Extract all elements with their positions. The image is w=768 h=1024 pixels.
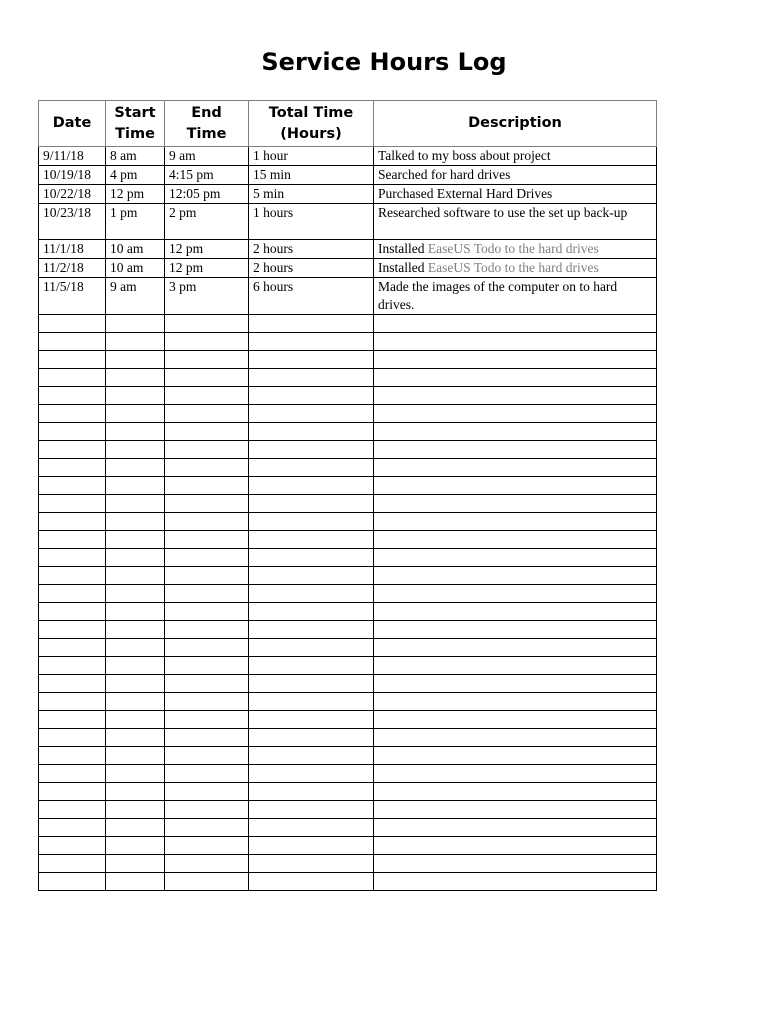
blank-cell	[39, 747, 106, 765]
blank-row	[39, 711, 657, 729]
blank-cell	[106, 549, 165, 567]
blank-cell	[165, 711, 249, 729]
blank-cell	[106, 423, 165, 441]
blank-cell	[39, 477, 106, 495]
header-total-time	[249, 101, 374, 147]
blank-cell	[39, 531, 106, 549]
blank-cell	[374, 711, 657, 729]
blank-row	[39, 423, 657, 441]
blank-cell	[165, 639, 249, 657]
blank-cell	[106, 531, 165, 549]
header-date-label: Date	[52, 115, 92, 131]
description-muted-text: EaseUS Todo to the hard drives	[427, 260, 599, 275]
blank-cell	[39, 603, 106, 621]
cell-description	[374, 204, 657, 240]
blank-cell	[39, 585, 106, 603]
blank-cell	[165, 387, 249, 405]
log-body	[39, 147, 657, 315]
blank-cell	[106, 405, 165, 423]
blank-cell	[374, 819, 657, 837]
description-text: Installed	[378, 260, 428, 275]
blank-cell	[39, 855, 106, 873]
blank-cell	[39, 495, 106, 513]
header-end-line2: Time	[186, 125, 227, 142]
blank-cell	[374, 333, 657, 351]
blank-cell	[106, 693, 165, 711]
description-text: Purchased External Hard Drives	[378, 186, 553, 201]
blank-cell	[249, 351, 374, 369]
header-total-line2: (Hours)	[280, 125, 342, 142]
service-hours-table	[38, 100, 657, 891]
blank-cell	[165, 441, 249, 459]
header-start-time	[106, 101, 165, 147]
blank-row	[39, 747, 657, 765]
blank-cell	[374, 657, 657, 675]
description-text: Searched for hard drives	[378, 167, 511, 182]
cell-end: 12:05 pm	[165, 185, 249, 204]
cell-end: 12 pm	[165, 259, 249, 278]
blank-cell	[106, 765, 165, 783]
table-row	[39, 259, 657, 278]
blank-rows	[39, 315, 657, 891]
blank-row	[39, 459, 657, 477]
blank-cell	[374, 801, 657, 819]
blank-cell	[39, 819, 106, 837]
blank-cell	[374, 477, 657, 495]
blank-cell	[39, 783, 106, 801]
blank-row	[39, 585, 657, 603]
blank-cell	[249, 387, 374, 405]
header-end-time	[165, 101, 249, 147]
blank-cell	[374, 855, 657, 873]
blank-row	[39, 387, 657, 405]
blank-cell	[39, 729, 106, 747]
description-text: Researched software to use the set up back-up	[378, 205, 628, 220]
blank-cell	[374, 513, 657, 531]
blank-cell	[165, 801, 249, 819]
blank-row	[39, 639, 657, 657]
cell-date: 11/5/18	[39, 278, 106, 315]
blank-cell	[249, 855, 374, 873]
table-row	[39, 204, 657, 240]
blank-cell	[165, 657, 249, 675]
blank-cell	[374, 765, 657, 783]
blank-row	[39, 513, 657, 531]
cell-start: 8 am	[106, 147, 165, 166]
blank-cell	[374, 549, 657, 567]
blank-row	[39, 441, 657, 459]
blank-cell	[249, 441, 374, 459]
blank-cell	[106, 819, 165, 837]
blank-cell	[39, 657, 106, 675]
blank-cell	[249, 513, 374, 531]
blank-cell	[39, 567, 106, 585]
blank-cell	[165, 747, 249, 765]
blank-cell	[249, 837, 374, 855]
blank-row	[39, 351, 657, 369]
cell-start: 4 pm	[106, 166, 165, 185]
blank-cell	[39, 801, 106, 819]
blank-cell	[249, 315, 374, 333]
header-total-line1: Total Time	[268, 104, 354, 121]
blank-cell	[374, 837, 657, 855]
header-description	[374, 101, 657, 147]
cell-description	[374, 278, 657, 315]
blank-row	[39, 765, 657, 783]
blank-cell	[39, 369, 106, 387]
blank-cell	[39, 675, 106, 693]
cell-total: 1 hours	[249, 204, 374, 240]
blank-cell	[39, 837, 106, 855]
blank-cell	[249, 531, 374, 549]
blank-cell	[165, 855, 249, 873]
blank-cell	[106, 585, 165, 603]
blank-row	[39, 603, 657, 621]
blank-cell	[106, 513, 165, 531]
blank-cell	[106, 855, 165, 873]
blank-cell	[374, 693, 657, 711]
blank-row	[39, 693, 657, 711]
blank-cell	[249, 801, 374, 819]
blank-cell	[39, 549, 106, 567]
blank-cell	[249, 693, 374, 711]
blank-cell	[106, 783, 165, 801]
description-text: Made the images of the computer on to hard drives.	[378, 279, 618, 312]
blank-row	[39, 819, 657, 837]
blank-cell	[165, 531, 249, 549]
blank-cell	[374, 405, 657, 423]
blank-cell	[249, 621, 374, 639]
cell-date: 10/19/18	[39, 166, 106, 185]
cell-date: 10/22/18	[39, 185, 106, 204]
table-row	[39, 147, 657, 166]
blank-cell	[374, 495, 657, 513]
header-description-label: Description	[468, 115, 562, 131]
blank-cell	[165, 621, 249, 639]
table-row	[39, 240, 657, 259]
blank-cell	[39, 333, 106, 351]
blank-cell	[374, 531, 657, 549]
blank-cell	[39, 873, 106, 891]
blank-cell	[165, 513, 249, 531]
blank-cell	[374, 639, 657, 657]
blank-cell	[39, 693, 106, 711]
blank-cell	[249, 765, 374, 783]
blank-cell	[249, 549, 374, 567]
blank-cell	[249, 819, 374, 837]
blank-cell	[106, 621, 165, 639]
blank-row	[39, 549, 657, 567]
blank-cell	[374, 675, 657, 693]
blank-cell	[374, 747, 657, 765]
blank-cell	[39, 423, 106, 441]
blank-cell	[374, 783, 657, 801]
cell-date: 10/23/18	[39, 204, 106, 240]
blank-cell	[106, 747, 165, 765]
blank-cell	[39, 405, 106, 423]
cell-total: 2 hours	[249, 259, 374, 278]
cell-total: 1 hour	[249, 147, 374, 166]
blank-row	[39, 621, 657, 639]
blank-cell	[106, 495, 165, 513]
blank-cell	[249, 405, 374, 423]
blank-row	[39, 333, 657, 351]
blank-cell	[106, 567, 165, 585]
blank-cell	[249, 657, 374, 675]
blank-cell	[106, 729, 165, 747]
blank-cell	[165, 603, 249, 621]
cell-date: 11/1/18	[39, 240, 106, 259]
blank-cell	[39, 639, 106, 657]
description-text: Installed	[378, 241, 428, 256]
blank-cell	[249, 729, 374, 747]
description-text: Talked to my boss about project	[378, 148, 551, 163]
blank-cell	[249, 603, 374, 621]
blank-cell	[374, 729, 657, 747]
blank-cell	[106, 477, 165, 495]
blank-cell	[374, 621, 657, 639]
header-end-line1: End	[191, 104, 222, 121]
cell-start: 9 am	[106, 278, 165, 315]
blank-cell	[165, 729, 249, 747]
blank-cell	[374, 423, 657, 441]
blank-cell	[374, 585, 657, 603]
blank-cell	[39, 459, 106, 477]
blank-cell	[249, 873, 374, 891]
blank-cell	[374, 459, 657, 477]
blank-row	[39, 837, 657, 855]
blank-cell	[39, 711, 106, 729]
blank-row	[39, 873, 657, 891]
blank-cell	[106, 639, 165, 657]
blank-cell	[165, 675, 249, 693]
blank-cell	[106, 333, 165, 351]
blank-cell	[106, 315, 165, 333]
cell-start: 10 am	[106, 259, 165, 278]
cell-end: 4:15 pm	[165, 166, 249, 185]
blank-cell	[165, 495, 249, 513]
blank-cell	[249, 369, 374, 387]
blank-row	[39, 369, 657, 387]
header-start-line1: Start	[114, 104, 156, 121]
blank-cell	[39, 387, 106, 405]
blank-cell	[165, 477, 249, 495]
blank-cell	[39, 441, 106, 459]
blank-cell	[165, 405, 249, 423]
blank-cell	[165, 315, 249, 333]
blank-cell	[165, 423, 249, 441]
cell-description	[374, 259, 657, 278]
blank-row	[39, 567, 657, 585]
cell-date: 11/2/18	[39, 259, 106, 278]
cell-end: 9 am	[165, 147, 249, 166]
blank-cell	[374, 369, 657, 387]
blank-cell	[165, 333, 249, 351]
blank-cell	[106, 873, 165, 891]
cell-end: 2 pm	[165, 204, 249, 240]
blank-cell	[106, 837, 165, 855]
blank-cell	[165, 369, 249, 387]
blank-cell	[165, 459, 249, 477]
blank-row	[39, 657, 657, 675]
blank-cell	[374, 603, 657, 621]
blank-cell	[106, 675, 165, 693]
blank-row	[39, 801, 657, 819]
blank-cell	[165, 783, 249, 801]
blank-cell	[165, 549, 249, 567]
blank-cell	[106, 801, 165, 819]
blank-cell	[165, 693, 249, 711]
cell-description	[374, 240, 657, 259]
blank-cell	[165, 351, 249, 369]
header-date	[39, 101, 106, 147]
blank-cell	[39, 315, 106, 333]
blank-row	[39, 495, 657, 513]
blank-cell	[165, 765, 249, 783]
blank-cell	[249, 639, 374, 657]
page-title: Service Hours Log	[261, 48, 507, 76]
blank-cell	[165, 585, 249, 603]
cell-total: 6 hours	[249, 278, 374, 315]
blank-cell	[249, 675, 374, 693]
blank-cell	[106, 387, 165, 405]
cell-total: 2 hours	[249, 240, 374, 259]
blank-row	[39, 783, 657, 801]
blank-cell	[39, 621, 106, 639]
cell-total: 5 min	[249, 185, 374, 204]
blank-cell	[106, 657, 165, 675]
blank-row	[39, 675, 657, 693]
blank-cell	[249, 783, 374, 801]
blank-cell	[374, 441, 657, 459]
blank-cell	[249, 423, 374, 441]
blank-row	[39, 531, 657, 549]
blank-cell	[249, 747, 374, 765]
table-row	[39, 278, 657, 315]
blank-cell	[165, 873, 249, 891]
blank-cell	[374, 873, 657, 891]
blank-row	[39, 477, 657, 495]
blank-cell	[165, 567, 249, 585]
blank-cell	[106, 441, 165, 459]
blank-cell	[106, 711, 165, 729]
table-row	[39, 166, 657, 185]
blank-cell	[249, 585, 374, 603]
cell-end: 12 pm	[165, 240, 249, 259]
blank-row	[39, 315, 657, 333]
blank-cell	[249, 711, 374, 729]
blank-cell	[106, 459, 165, 477]
cell-description	[374, 166, 657, 185]
blank-cell	[39, 513, 106, 531]
blank-cell	[106, 603, 165, 621]
cell-start: 1 pm	[106, 204, 165, 240]
cell-start: 10 am	[106, 240, 165, 259]
description-muted-text: EaseUS Todo to the hard drives	[427, 241, 599, 256]
blank-cell	[106, 351, 165, 369]
blank-cell	[39, 765, 106, 783]
blank-cell	[374, 351, 657, 369]
blank-cell	[165, 837, 249, 855]
blank-cell	[165, 819, 249, 837]
cell-description	[374, 147, 657, 166]
blank-row	[39, 405, 657, 423]
cell-end: 3 pm	[165, 278, 249, 315]
blank-cell	[374, 567, 657, 585]
blank-cell	[249, 333, 374, 351]
blank-row	[39, 855, 657, 873]
blank-cell	[249, 459, 374, 477]
cell-date: 9/11/18	[39, 147, 106, 166]
header-start-line2: Time	[115, 125, 155, 142]
header-row	[39, 101, 657, 147]
blank-cell	[374, 387, 657, 405]
blank-cell	[249, 495, 374, 513]
cell-description	[374, 185, 657, 204]
blank-cell	[39, 351, 106, 369]
blank-cell	[374, 315, 657, 333]
table-row	[39, 185, 657, 204]
blank-cell	[249, 477, 374, 495]
blank-row	[39, 729, 657, 747]
blank-cell	[249, 567, 374, 585]
cell-total: 15 min	[249, 166, 374, 185]
blank-cell	[106, 369, 165, 387]
cell-start: 12 pm	[106, 185, 165, 204]
